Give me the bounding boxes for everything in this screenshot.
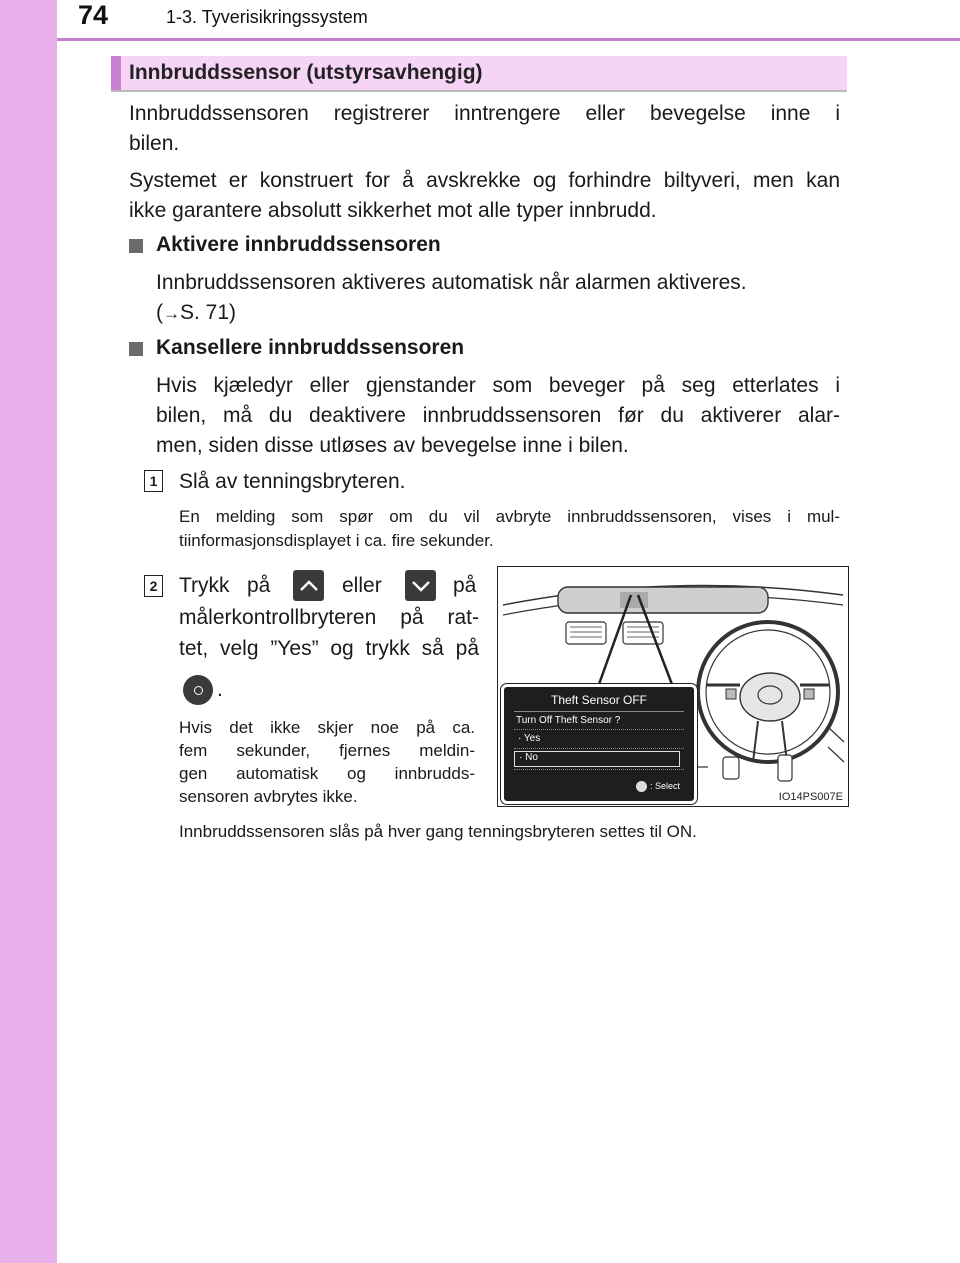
display-divider (514, 711, 684, 712)
square-bullet-icon (129, 342, 143, 356)
cancel-heading: Kansellere innbruddssensoren (156, 336, 465, 359)
step-2-number: 2 (144, 575, 163, 597)
chevron-down-icon (405, 570, 436, 601)
step-2-note-line2: fem sekunder, fjernes meldin- (179, 741, 475, 760)
section-header (111, 56, 847, 92)
display-option-yes: · Yes (518, 733, 541, 744)
page-number: 74 (78, 0, 109, 30)
cancel-line3: men, siden disse utløses av bevegelse inne i bilen. (156, 434, 629, 457)
step-1-note-line1: En melding som spør om du vil avbryte innbruddssensoren, vises i mul- (179, 507, 840, 526)
activate-heading: Aktivere innbruddssensoren (156, 233, 441, 256)
activate-line1: Innbruddssensoren aktiveres automatisk når alarmen aktiveres. (156, 271, 747, 294)
intro-p2-line1: Systemet er konstruert for å avskrekke og forhindre biltyveri, men kan (129, 169, 840, 192)
step-2-word-pa2: på (453, 574, 477, 597)
square-bullet-icon (129, 239, 143, 253)
display-dotted-rule (514, 769, 684, 770)
intro-p1-line2: bilen. (129, 132, 180, 155)
section-accent (111, 56, 121, 90)
display-select-hint: : Select (650, 781, 681, 791)
step-2-word-pa: på (247, 574, 271, 597)
step-2-note-line1: Hvis det ikke skjer noe på ca. (179, 718, 475, 737)
chevron-up-icon (293, 570, 324, 601)
display-option-no-label: · No (519, 752, 538, 763)
section-title: Innbruddssensor (utstyrsavhengig) (129, 61, 483, 84)
step-2-note-line3: gen automatisk og innbrudds- (179, 764, 475, 783)
figure-code: IO14PS007E (778, 791, 843, 803)
cancel-line2: bilen, må du deaktivere innbruddssensoren før du aktiverer alar- (156, 404, 840, 427)
dashboard-figure (497, 566, 849, 807)
step-2-line3: tet, velg ”Yes” og trykk så på (179, 637, 479, 660)
header-rule (57, 38, 960, 41)
activate-line2 (156, 298, 840, 329)
step-1-text: Slå av tenningsbryteren. (179, 470, 406, 493)
arrow-right-icon: → (163, 304, 180, 323)
step-2-word-trykk: Trykk (179, 574, 230, 597)
footer-note: Innbruddssensoren slås på hver gang tenningsbryteren settes til ON. (179, 822, 697, 841)
display-option-no (514, 751, 680, 767)
multi-info-display (501, 684, 697, 804)
step-2-word-eller: eller (342, 574, 382, 597)
display-title: Theft Sensor OFF (550, 693, 648, 707)
step-2-period: . (217, 678, 223, 701)
display-dotted-rule (514, 729, 684, 730)
ok-button-icon (183, 675, 213, 705)
display-ok-icon (636, 781, 647, 792)
intro-p2-line2: ikke garantere absolutt sikkerhet mot alle typer innbrudd. (129, 199, 657, 222)
display-dotted-rule (514, 748, 684, 749)
step-1-number: 1 (144, 470, 163, 492)
step-1-note-line2: tiinformasjonsdisplayet i ca. fire sekunder. (179, 531, 494, 550)
intro-p1-line1: Innbruddssensoren registrerer inntrengere eller bevegelse inne i (129, 102, 840, 125)
step-2-note-line4: sensoren avbrytes ikke. (179, 787, 358, 806)
chapter-title: 1-3. Tyverisikringssystem (166, 7, 368, 27)
cancel-line1: Hvis kjæledyr eller gjenstander som beveger på seg etterlates i (156, 374, 840, 397)
open-paren: ( (156, 301, 163, 324)
page-sidebar (0, 0, 57, 1263)
step-2-line2: målerkontrollbryteren på rat- (179, 606, 479, 629)
display-question: Turn Off Theft Sensor ? (516, 715, 621, 726)
page-reference-link[interactable]: S. 71) (180, 301, 237, 324)
